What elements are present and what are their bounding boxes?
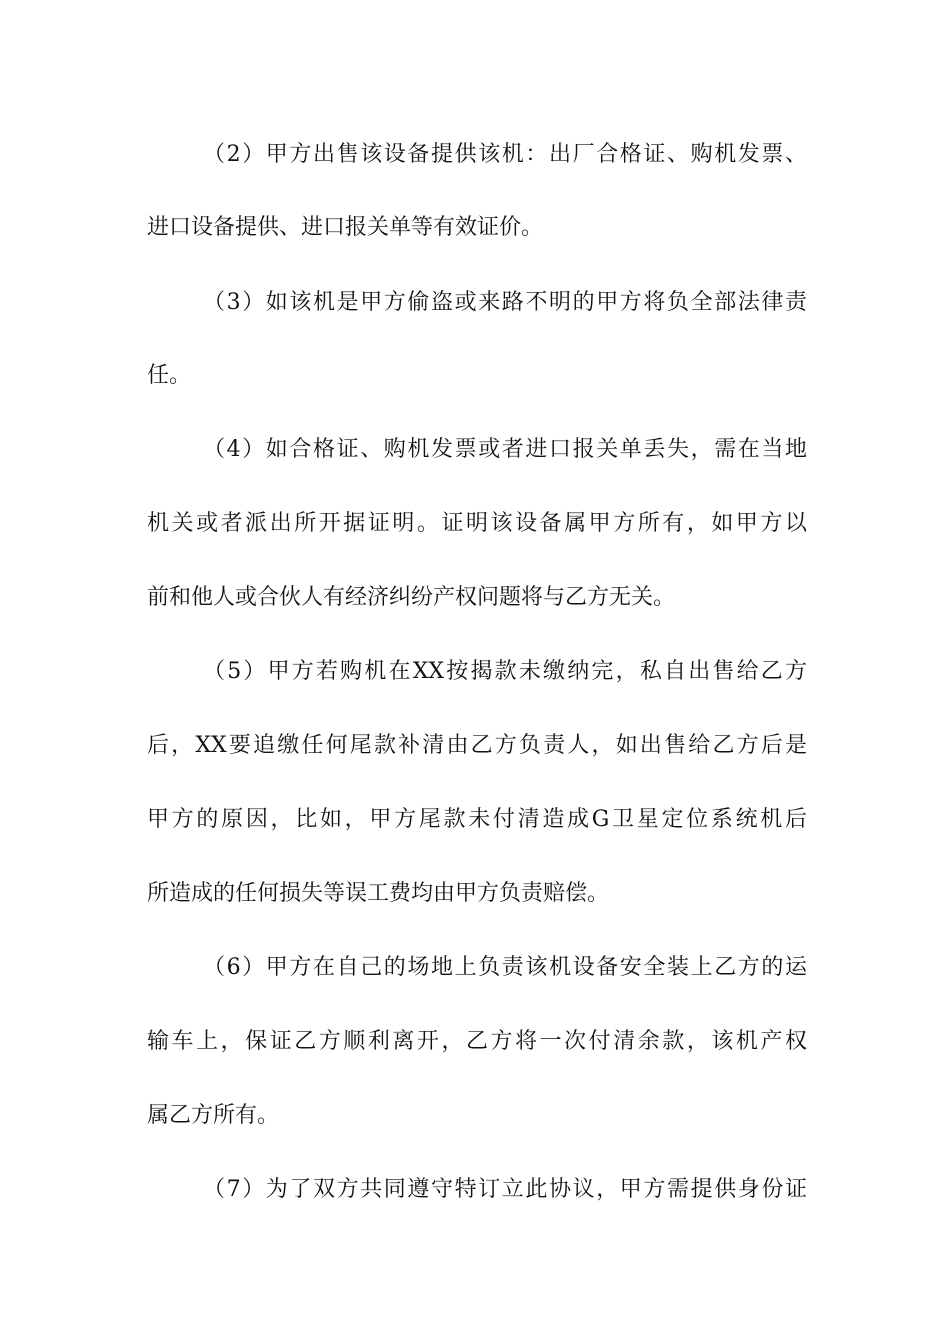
paragraph-5-line-4: 所造成的任何损失等误工费均由甲方负责赔偿。 bbox=[147, 881, 610, 906]
paragraph-5-line-2: 后，XX要追缴任何尾款补清由乙方负责人，如出售给乙方后是 bbox=[147, 733, 807, 758]
paragraph-2-line-1: （2）甲方出售该设备提供该机：出厂合格证、购机发票、 bbox=[203, 142, 807, 167]
paragraph-5-line-3: 甲方的原因，比如，甲方尾款未付清造成G卫星定位系统机后 bbox=[147, 807, 807, 832]
paragraph-6-line-3: 属乙方所有。 bbox=[147, 1103, 280, 1128]
paragraph-2-line-2: 进口设备提供、进口报关单等有效证价。 bbox=[147, 215, 544, 240]
paragraph-5-line-1: （5）甲方若购机在XX按揭款未缴纳完，私自出售给乙方 bbox=[203, 659, 807, 684]
paragraph-3-line-2: 任。 bbox=[147, 363, 192, 388]
paragraph-4-line-1: （4）如合格证、购机发票或者进口报关单丢失，需在当地 bbox=[203, 437, 807, 462]
paragraph-3-line-1: （3）如该机是甲方偷盗或来路不明的甲方将负全部法律责 bbox=[203, 290, 807, 315]
paragraph-6-line-1: （6）甲方在自己的场地上负责该机设备安全装上乙方的运 bbox=[203, 955, 807, 980]
paragraph-7-line-1: （7）为了双方共同遵守特订立此协议，甲方需提供身份证 bbox=[203, 1177, 807, 1202]
paragraph-6-line-2: 输车上，保证乙方顺利离开，乙方将一次付清余款，该机产权 bbox=[147, 1029, 807, 1054]
paragraph-4-line-3: 前和他人或合伙人有经济纠纷产权问题将与乙方无关。 bbox=[147, 585, 676, 610]
paragraph-4-line-2: 机关或者派出所开据证明。证明该设备属甲方所有，如甲方以 bbox=[147, 511, 807, 536]
